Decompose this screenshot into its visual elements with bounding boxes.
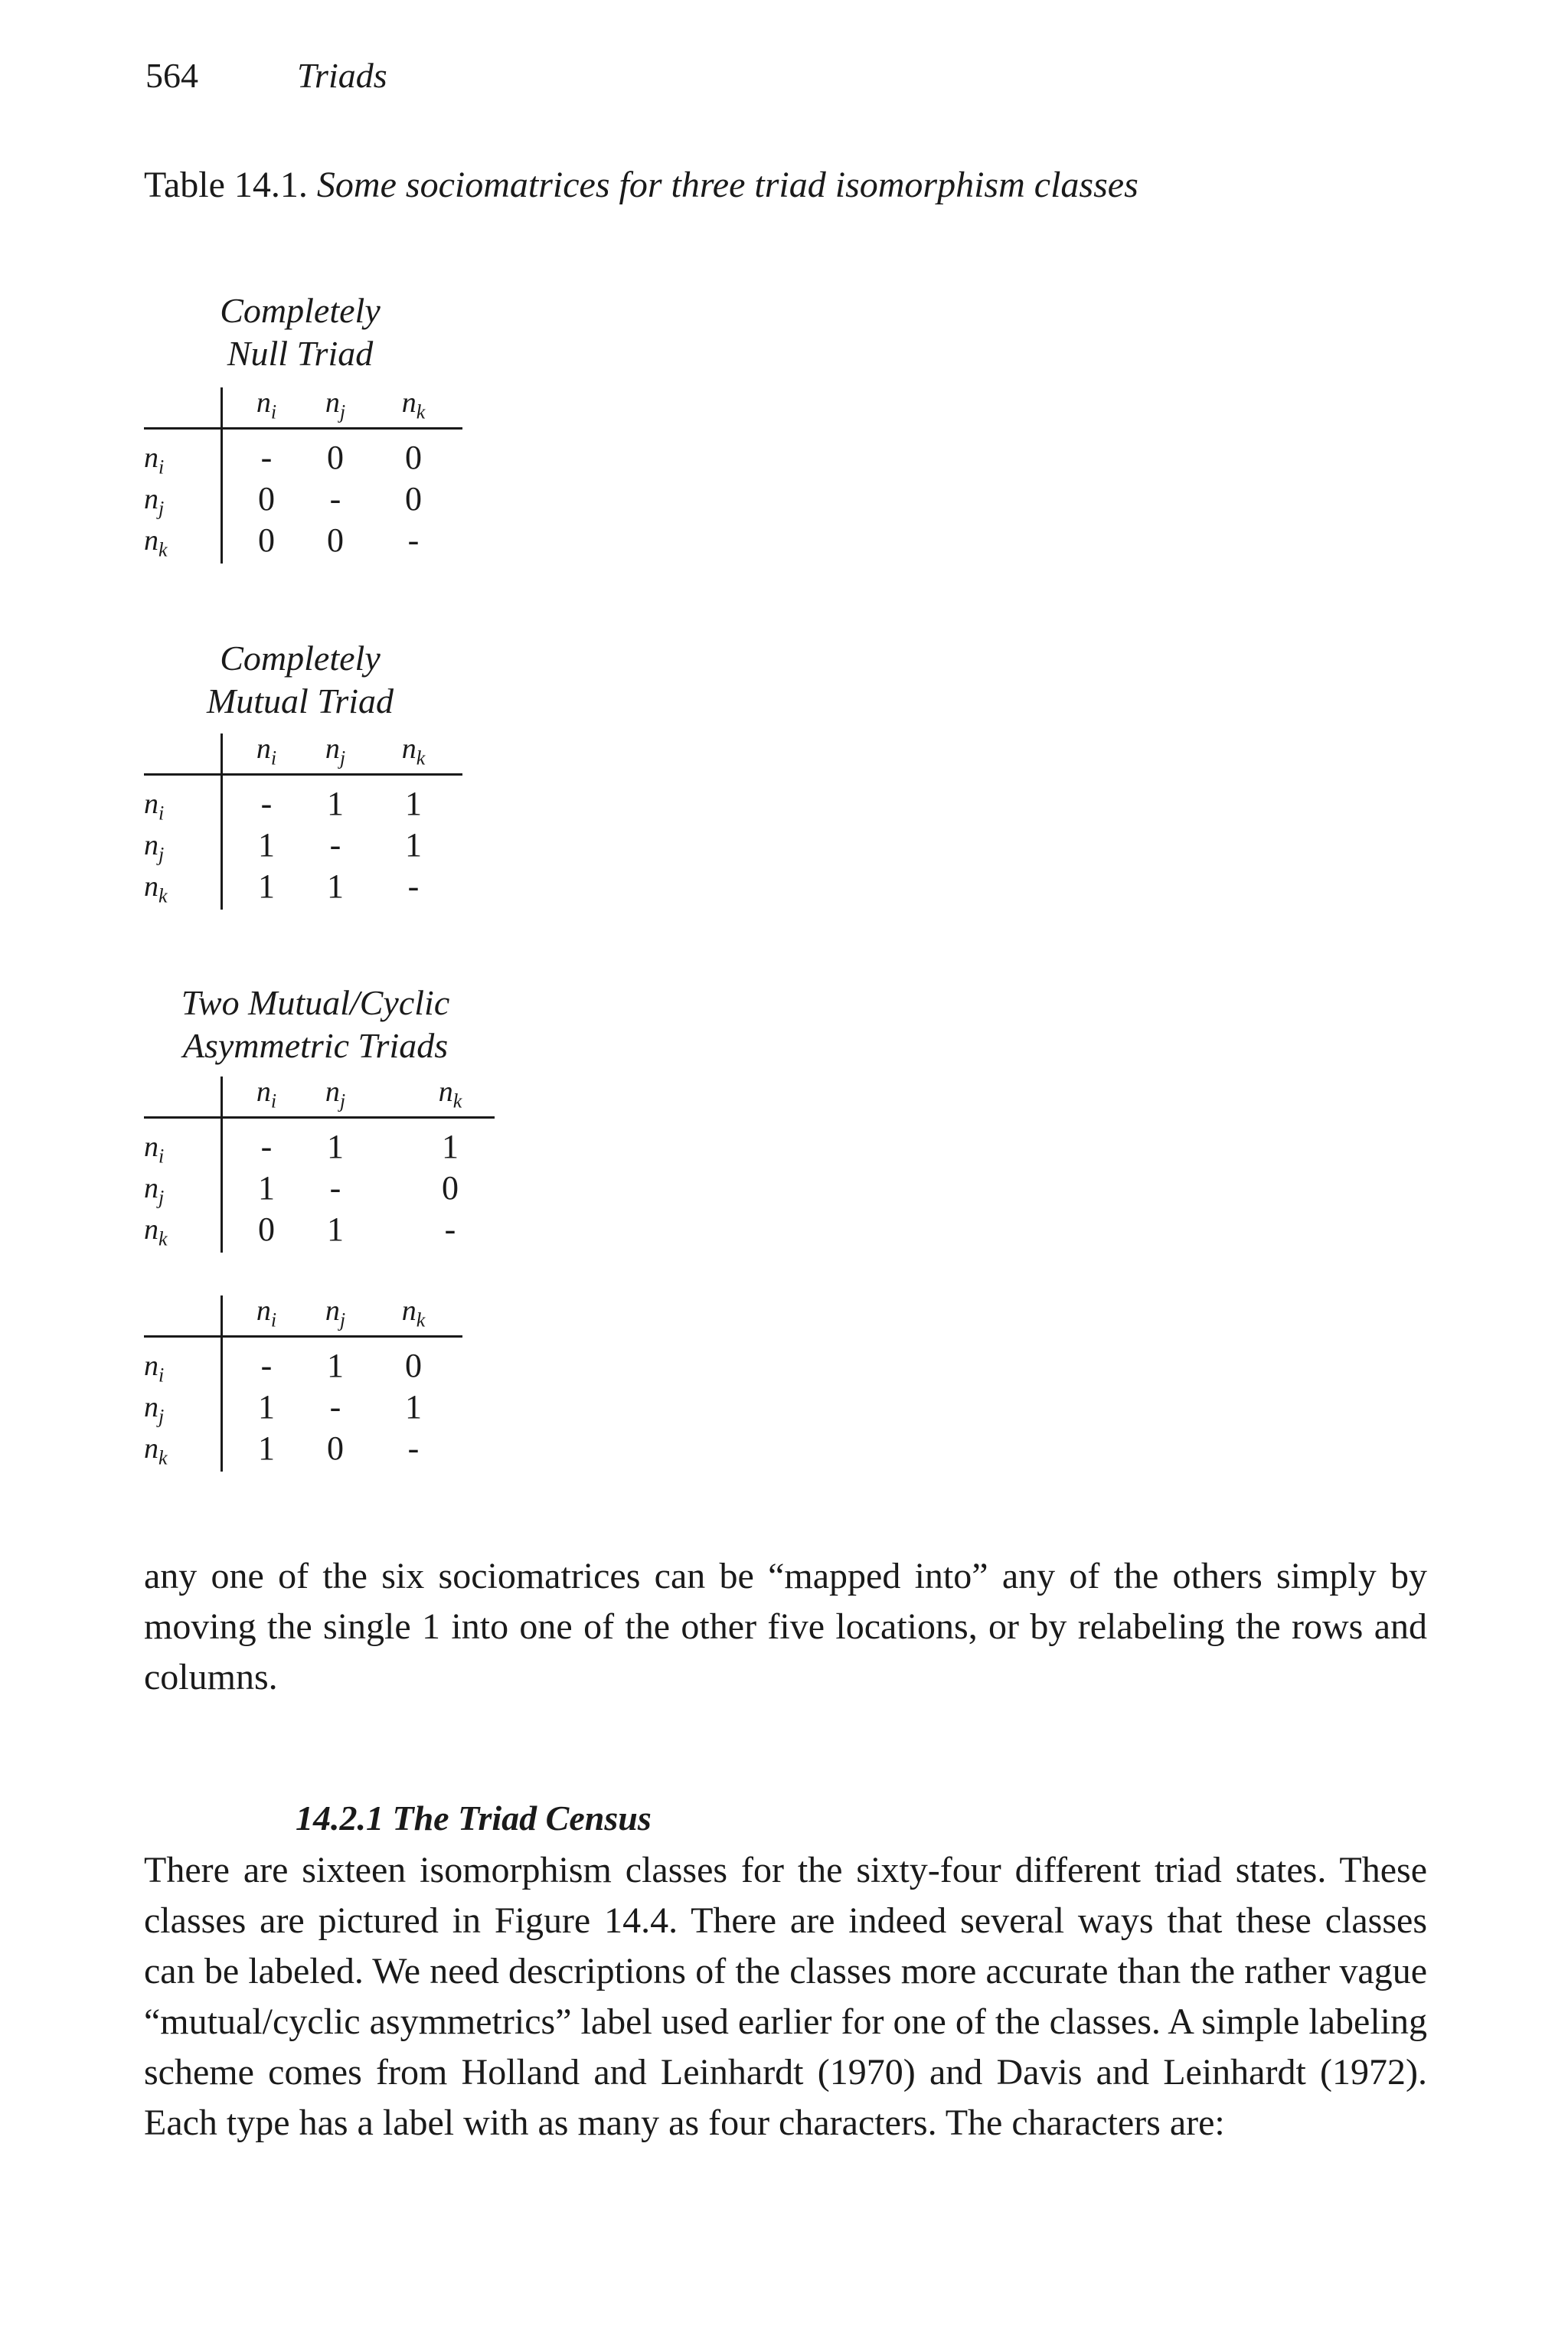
column-header-var: n — [256, 733, 271, 765]
column-header-var: n — [438, 1076, 453, 1108]
row-header — [144, 1210, 205, 1259]
matrix-horizontal-rule — [144, 1335, 462, 1338]
matrix-title-line: Completely — [220, 639, 381, 678]
row-header-subscript: k — [158, 538, 168, 561]
matrix-cell: 1 — [405, 1388, 422, 1426]
column-header-subscript: i — [270, 1308, 277, 1331]
column-header-var: n — [256, 1076, 271, 1108]
matrix-cell: 1 — [258, 867, 275, 905]
row-header-subscript: i — [158, 1145, 165, 1168]
matrix-title-line: Asymmetric Triads — [182, 1026, 449, 1065]
matrix-vertical-rule — [220, 1077, 223, 1253]
body-paragraph-2: There are sixteen isomorphism classes for the sixty-four different triad states. These classes are pictured in Figure 14.4. There are indeed several ways that these classes can be labeled. We need descriptions of the classes more accurate than the rather vague “mutual/cyclic asymmetrics” label used earlier for one of the classes. A simple labeling scheme comes from Holland and Leinhardt (1970) and Davis and Leinhardt (1972). Each type has a label with as many as four characters. The characters are: — [144, 1850, 1427, 2143]
matrix-vertical-rule — [220, 733, 223, 910]
column-header — [243, 1291, 289, 1341]
matrix-cell: - — [444, 1210, 456, 1248]
column-header-subscript: k — [452, 1090, 462, 1112]
column-header — [312, 729, 358, 779]
matrix-cell: - — [260, 785, 273, 822]
column-header-subscript: k — [416, 747, 426, 769]
column-header — [312, 1072, 358, 1122]
column-header-var: n — [401, 733, 416, 765]
column-header-subscript: k — [416, 400, 426, 423]
section-heading: 14.2.1 The Triad Census — [296, 1799, 652, 1838]
matrix-title — [70, 637, 530, 723]
matrix-cell: - — [329, 1169, 341, 1207]
row-header-var: n — [144, 1391, 158, 1423]
matrix-cell: 1 — [327, 785, 344, 822]
matrix-cell: 0 — [258, 1210, 275, 1248]
matrix-cell: 0 — [405, 480, 422, 518]
matrix-cell: - — [329, 480, 341, 518]
matrix-cell: 0 — [327, 439, 344, 476]
row-header-var: n — [144, 483, 158, 515]
row-header-var: n — [144, 788, 158, 820]
matrix-cell: 1 — [327, 867, 344, 905]
matrix-cell: 1 — [258, 1169, 275, 1207]
column-header-var: n — [401, 387, 416, 419]
matrix-cell: 0 — [405, 1347, 422, 1384]
row-header-var: n — [144, 1131, 158, 1163]
row-header-subscript: i — [158, 1364, 165, 1387]
row-header-subscript: j — [158, 1186, 165, 1209]
row-header-var: n — [144, 524, 158, 557]
column-header — [427, 1072, 473, 1122]
matrix-cell: - — [407, 867, 420, 905]
row-header-subscript: i — [158, 456, 165, 479]
column-header — [243, 383, 289, 433]
table-caption — [144, 164, 1138, 206]
matrix-title-line: Two Mutual/Cyclic — [181, 983, 450, 1022]
row-header-var: n — [144, 1214, 158, 1246]
matrix-cell: 1 — [258, 826, 275, 864]
row-header-subscript: j — [158, 1405, 165, 1428]
row-header-subscript: k — [158, 1446, 168, 1469]
matrix-vertical-rule — [220, 387, 223, 564]
row-header-subscript: i — [158, 802, 165, 825]
matrix-cell: 1 — [327, 1210, 344, 1248]
matrix-cell: - — [329, 1388, 341, 1426]
row-header-subscript: k — [158, 1227, 168, 1250]
row-header — [144, 867, 205, 916]
matrix-cell: 1 — [327, 1347, 344, 1384]
column-header-subscript: i — [270, 400, 277, 423]
matrix-cell: - — [407, 1429, 420, 1467]
matrix-horizontal-rule — [144, 773, 462, 776]
column-header-subscript: j — [339, 400, 346, 423]
row-header-var: n — [144, 1350, 158, 1382]
matrix-title — [86, 982, 545, 1067]
matrix-horizontal-rule — [144, 1116, 495, 1119]
column-header-var: n — [256, 387, 271, 419]
column-header-var: n — [325, 1076, 340, 1108]
column-header — [312, 383, 358, 433]
column-header — [390, 383, 436, 433]
column-header — [390, 729, 436, 779]
column-header-subscript: j — [339, 747, 346, 769]
matrix-title-line: Mutual Triad — [206, 681, 394, 720]
table-caption-text: Some sociomatrices for three triad isomorphism classes — [316, 165, 1138, 205]
row-header — [144, 521, 205, 570]
row-header — [144, 1429, 205, 1478]
table-caption-label: Table 14.1. — [144, 165, 308, 205]
column-header-var: n — [325, 387, 340, 419]
column-header-subscript: k — [416, 1308, 426, 1331]
matrix-cell: 1 — [327, 1128, 344, 1165]
matrix-cell: - — [260, 1347, 273, 1384]
column-header-subscript: j — [339, 1308, 346, 1331]
column-header-var: n — [325, 733, 340, 765]
matrix-cell: 0 — [327, 1429, 344, 1467]
matrix-title-line: Null Triad — [227, 334, 374, 373]
matrix-cell: - — [329, 826, 341, 864]
matrix-cell: 1 — [258, 1429, 275, 1467]
row-header-subscript: k — [158, 884, 168, 907]
matrix-cell: 1 — [258, 1388, 275, 1426]
row-header-var: n — [144, 1172, 158, 1204]
column-header-var: n — [401, 1295, 416, 1327]
page-number: 564 — [145, 56, 198, 95]
matrix-title — [70, 289, 530, 375]
matrix-cell: 0 — [327, 521, 344, 559]
matrix-vertical-rule — [220, 1295, 223, 1472]
row-header-var: n — [144, 829, 158, 861]
column-header — [243, 1072, 289, 1122]
matrix-cell: - — [260, 1128, 273, 1165]
matrix-cell: 0 — [258, 480, 275, 518]
column-header-subscript: j — [339, 1090, 346, 1112]
column-header-var: n — [325, 1295, 340, 1327]
matrix-cell: 1 — [405, 785, 422, 822]
matrix-cell: 0 — [405, 439, 422, 476]
column-header — [390, 1291, 436, 1341]
column-header-subscript: i — [270, 1090, 277, 1112]
body-paragraph-1: any one of the six sociomatrices can be “mapped into” any of the others simply by moving the single 1 into one of the other five locations, or by relabeling the rows and columns. — [144, 1556, 1427, 1697]
row-header-var: n — [144, 1433, 158, 1465]
row-header-subscript: j — [158, 843, 165, 866]
matrix-cell: 0 — [258, 521, 275, 559]
matrix-cell: - — [407, 521, 420, 559]
matrix-cell: 1 — [405, 826, 422, 864]
row-header-var: n — [144, 871, 158, 903]
matrix-cell: 0 — [442, 1169, 459, 1207]
column-header — [243, 729, 289, 779]
row-header-var: n — [144, 442, 158, 474]
running-head: Triads — [297, 56, 387, 95]
row-header-subscript: j — [158, 497, 165, 520]
column-header-var: n — [256, 1295, 271, 1327]
matrix-cell: 1 — [442, 1128, 459, 1165]
matrix-horizontal-rule — [144, 427, 462, 430]
column-header — [312, 1291, 358, 1341]
column-header-subscript: i — [270, 747, 277, 769]
matrix-title-line: Completely — [220, 291, 381, 330]
matrix-cell: - — [260, 439, 273, 476]
